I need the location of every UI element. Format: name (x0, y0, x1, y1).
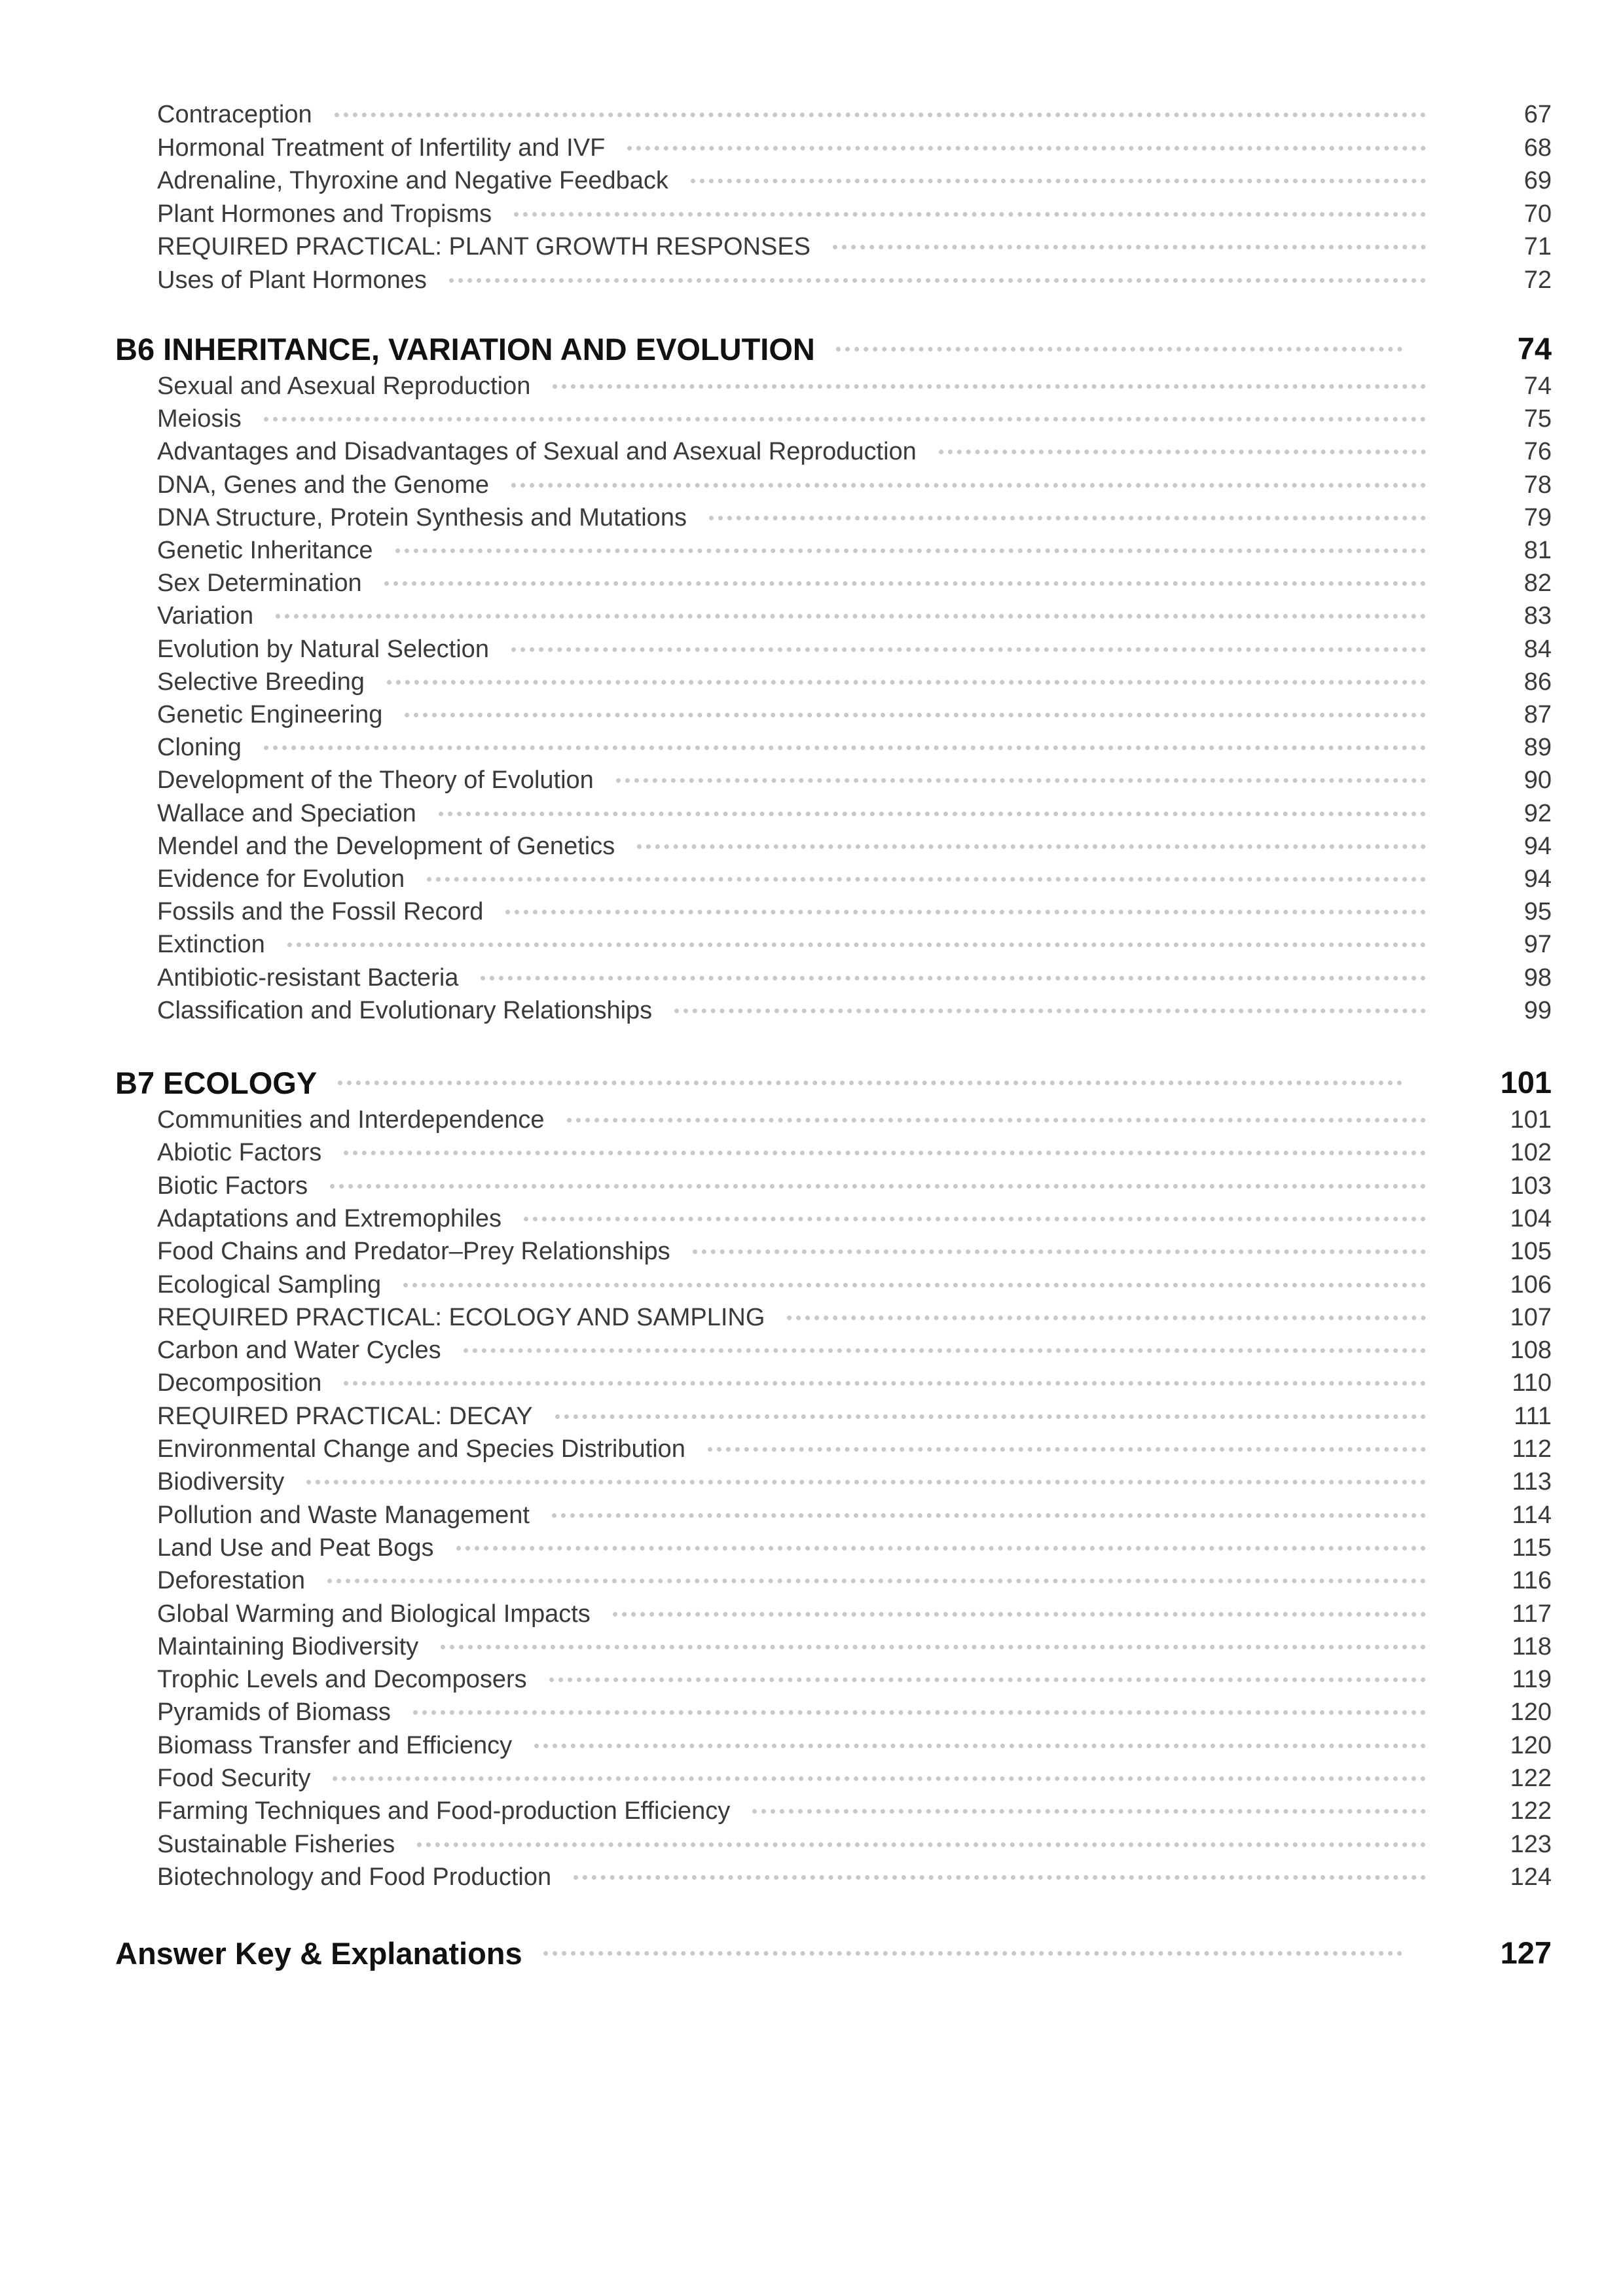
entry-title: Evolution by Natural Selection (157, 635, 489, 663)
entry-page-number: 111 (1514, 1403, 1552, 1430)
entry-page-number: 86 (1523, 668, 1552, 696)
entry-page-number: 94 (1523, 865, 1552, 893)
entry-title: Genetic Engineering (157, 700, 383, 728)
entry-page-number: 67 (1523, 101, 1552, 128)
dot-leader (264, 745, 1426, 750)
dot-leader (287, 942, 1426, 947)
toc-entry[interactable] (157, 1334, 1552, 1367)
entry-page-number: 119 (1512, 1666, 1552, 1693)
toc-entry[interactable] (157, 567, 1552, 600)
entry-title: Deforestation (157, 1566, 306, 1594)
dot-leader (616, 778, 1426, 783)
dot-leader (456, 1546, 1426, 1551)
entry-page-number: 112 (1512, 1435, 1552, 1463)
toc-entry[interactable] (157, 1268, 1552, 1301)
dot-leader (514, 212, 1426, 217)
dot-leader (344, 1381, 1426, 1386)
entry-title: Environmental Change and Species Distribution (157, 1435, 685, 1463)
entry-page-number: 116 (1512, 1567, 1552, 1594)
dot-leader (627, 146, 1426, 151)
toc-entry[interactable] (157, 132, 1552, 164)
entry-title: Development of the Theory of Evolution (157, 766, 594, 794)
dot-leader (327, 1579, 1426, 1583)
entry-page-number: 120 (1510, 1698, 1552, 1726)
toc-entry[interactable] (157, 1499, 1552, 1532)
dot-leader (395, 548, 1426, 553)
entry-title: Genetic Inheritance (157, 536, 373, 564)
dot-leader (555, 1414, 1426, 1419)
toc-entry[interactable] (157, 198, 1552, 230)
entry-title: Meiosis (157, 404, 242, 433)
dot-leader (549, 1677, 1426, 1682)
entry-title: Land Use and Peat Bogs (157, 1534, 434, 1562)
entry-page-number: 102 (1510, 1139, 1552, 1166)
entry-title: Sustainable Fisheries (157, 1830, 395, 1858)
entry-title: DNA, Genes and the Genome (157, 471, 489, 499)
entry-title: Abiotic Factors (157, 1138, 322, 1166)
toc-entry[interactable] (157, 1663, 1552, 1696)
dot-leader (693, 1249, 1426, 1254)
toc-entry[interactable] (157, 1696, 1552, 1729)
toc-entry[interactable] (157, 501, 1552, 534)
toc-entry[interactable] (157, 961, 1552, 994)
entry-title: Adaptations and Extremophiles (157, 1204, 501, 1232)
dot-leader (787, 1316, 1426, 1320)
entry-title: Cloning (157, 733, 242, 761)
entry-title: Variation (157, 601, 254, 630)
entry-page-number: 78 (1523, 471, 1552, 499)
entry-title: Classification and Evolutionary Relationships (157, 996, 653, 1024)
entry-page-number: 84 (1523, 636, 1552, 663)
toc-section-heading[interactable] (115, 1932, 1552, 1974)
entry-title: REQUIRED PRACTICAL: DECAY (157, 1402, 533, 1430)
dot-leader (752, 1809, 1426, 1814)
dot-leader (524, 1217, 1426, 1221)
entry-title: Sex Determination (157, 569, 362, 597)
entry-title: Plant Hormones and Tropisms (157, 200, 492, 228)
entry-title: Adrenaline, Thyroxine and Negative Feedback (157, 166, 668, 194)
entry-page-number: 76 (1523, 438, 1552, 465)
dot-leader (264, 417, 1426, 422)
entry-title: Decomposition (157, 1369, 322, 1397)
entry-title: Global Warming and Biological Impacts (157, 1600, 591, 1628)
entry-page-number: 124 (1510, 1863, 1552, 1891)
entry-title: Ecological Sampling (157, 1270, 382, 1299)
dot-leader (333, 1776, 1426, 1781)
toc-entry[interactable] (157, 1861, 1552, 1893)
entry-page-number: 110 (1512, 1369, 1552, 1397)
toc-entry[interactable] (157, 403, 1552, 435)
section-title: B6 INHERITANCE, VARIATION AND EVOLUTION (115, 331, 815, 367)
entry-page-number: 81 (1523, 537, 1552, 564)
toc-entry[interactable] (157, 1564, 1552, 1597)
toc-entry[interactable] (157, 264, 1552, 296)
entry-title: REQUIRED PRACTICAL: PLANT GROWTH RESPONSES (157, 232, 811, 260)
entry-page-number: 113 (1512, 1468, 1552, 1496)
toc-entry[interactable] (157, 895, 1552, 928)
entry-title: Pollution and Waste Management (157, 1501, 530, 1529)
dot-leader (306, 1480, 1426, 1484)
entry-title: Farming Techniques and Food-production Efficiency (157, 1797, 731, 1825)
toc-entry[interactable] (157, 1598, 1552, 1630)
dot-leader (543, 1951, 1402, 1956)
entry-title: Biotechnology and Food Production (157, 1863, 552, 1891)
toc-entry[interactable] (157, 731, 1552, 764)
toc-entry[interactable] (157, 1170, 1552, 1202)
dot-leader (833, 245, 1426, 249)
dot-leader (335, 113, 1426, 117)
dot-leader (344, 1151, 1426, 1155)
entry-title: Selective Breeding (157, 668, 365, 696)
entry-title: DNA Structure, Protein Synthesis and Mutations (157, 503, 687, 531)
entry-page-number: 122 (1510, 1797, 1552, 1825)
entry-title: Uses of Plant Hormones (157, 266, 427, 294)
dot-leader (387, 680, 1426, 685)
toc-entry[interactable] (157, 1235, 1552, 1268)
entry-page-number: 83 (1523, 602, 1552, 630)
dot-leader (427, 877, 1426, 882)
entry-title: Biomass Transfer and Efficiency (157, 1731, 513, 1759)
toc-entry[interactable] (157, 1433, 1552, 1465)
entry-title: Mendel and the Development of Genetics (157, 832, 615, 860)
section-title: Answer Key & Explanations (115, 1935, 522, 1971)
toc-entry[interactable] (157, 469, 1552, 501)
entry-title: Wallace and Speciation (157, 799, 416, 827)
dot-leader (709, 516, 1426, 520)
entry-page-number: 82 (1523, 569, 1552, 597)
entry-title: Pyramids of Biomass (157, 1698, 391, 1726)
entry-page-number: 99 (1523, 997, 1552, 1024)
dot-leader (441, 1645, 1426, 1649)
dot-leader (567, 1118, 1427, 1122)
toc-entry[interactable] (157, 534, 1552, 567)
dot-leader (939, 450, 1426, 454)
dot-leader (552, 1513, 1426, 1518)
toc-entry[interactable] (157, 1367, 1552, 1399)
dot-leader (276, 614, 1426, 619)
entry-page-number: 72 (1523, 266, 1552, 294)
entry-page-number: 122 (1510, 1765, 1552, 1792)
dot-leader (417, 1842, 1426, 1847)
dot-leader (439, 812, 1426, 816)
section-page-number: 101 (1500, 1065, 1552, 1100)
dot-leader (330, 1184, 1426, 1189)
dot-leader (464, 1348, 1426, 1353)
toc-entry[interactable] (157, 230, 1552, 263)
toc-entry[interactable] (157, 830, 1552, 863)
entry-page-number: 115 (1512, 1534, 1552, 1562)
dot-leader (511, 483, 1426, 488)
entry-title: Trophic Levels and Decomposers (157, 1665, 527, 1693)
dot-leader (505, 910, 1426, 914)
toc-section-heading[interactable] (115, 328, 1552, 370)
entry-title: Carbon and Water Cycles (157, 1336, 441, 1364)
entry-page-number: 117 (1512, 1600, 1552, 1628)
section-page-number: 127 (1500, 1935, 1552, 1970)
entry-page-number: 95 (1523, 898, 1552, 925)
entry-page-number: 70 (1523, 200, 1552, 228)
toc-entry[interactable] (157, 698, 1552, 731)
entry-page-number: 87 (1523, 701, 1552, 728)
entry-title: Extinction (157, 930, 265, 958)
entry-title: Fossils and the Fossil Record (157, 897, 484, 925)
entry-page-number: 98 (1523, 964, 1552, 992)
toc-entry[interactable] (157, 1762, 1552, 1795)
dot-leader (403, 1283, 1426, 1287)
entry-page-number: 108 (1510, 1336, 1552, 1364)
toc-entry[interactable] (157, 863, 1552, 895)
dot-leader (553, 384, 1426, 389)
toc-entry[interactable] (157, 1202, 1552, 1235)
toc-entry[interactable] (157, 994, 1552, 1027)
dot-leader (405, 713, 1426, 717)
entry-title: Evidence for Evolution (157, 865, 405, 893)
entry-title: Antibiotic-resistant Bacteria (157, 963, 459, 992)
toc-entry[interactable] (157, 764, 1552, 797)
toc-entry[interactable] (157, 1301, 1552, 1334)
entry-page-number: 90 (1523, 766, 1552, 794)
toc-entry[interactable] (157, 1795, 1552, 1827)
entry-page-number: 103 (1510, 1172, 1552, 1200)
entry-page-number: 123 (1510, 1831, 1552, 1858)
entry-page-number: 89 (1523, 734, 1552, 761)
dot-leader (708, 1447, 1426, 1452)
toc-entry[interactable] (157, 633, 1552, 666)
entry-title: Food Chains and Predator–Prey Relationships (157, 1237, 670, 1265)
entry-page-number: 94 (1523, 833, 1552, 860)
dot-leader (637, 844, 1426, 849)
entry-page-number: 104 (1510, 1205, 1552, 1232)
entry-title: Biodiversity (157, 1467, 285, 1496)
entry-page-number: 75 (1523, 405, 1552, 433)
toc-entry[interactable] (157, 164, 1552, 197)
toc-entry[interactable] (157, 928, 1552, 961)
toc-entry[interactable] (157, 1532, 1552, 1564)
entry-page-number: 101 (1510, 1106, 1552, 1134)
toc-section-heading[interactable] (115, 1062, 1552, 1103)
dot-leader (449, 278, 1426, 283)
section-page-number: 74 (1517, 331, 1552, 366)
entry-page-number: 92 (1523, 800, 1552, 827)
entry-title: Communities and Interdependence (157, 1105, 545, 1134)
entry-page-number: 79 (1523, 504, 1552, 531)
dot-leader (836, 347, 1402, 351)
toc-entry[interactable] (157, 435, 1552, 468)
dot-leader (613, 1612, 1426, 1617)
entry-page-number: 105 (1510, 1238, 1552, 1265)
entry-page-number: 74 (1523, 372, 1552, 400)
entry-page-number: 107 (1510, 1304, 1552, 1331)
toc-entry[interactable] (157, 1103, 1552, 1136)
entry-title: Hormonal Treatment of Infertility and IVF (157, 134, 606, 162)
entry-title: Advantages and Disadvantages of Sexual and Asexual Reproduction (157, 437, 917, 465)
dot-leader (674, 1009, 1426, 1013)
dot-leader (338, 1081, 1402, 1085)
dot-leader (413, 1710, 1426, 1715)
toc-entry[interactable] (157, 1828, 1552, 1861)
toc-entry[interactable] (157, 1465, 1552, 1498)
entry-page-number: 120 (1510, 1732, 1552, 1759)
toc-entry[interactable] (157, 1630, 1552, 1663)
toc-entry[interactable] (157, 370, 1552, 403)
toc-entry[interactable] (157, 1729, 1552, 1762)
dot-leader (574, 1875, 1426, 1880)
dot-leader (481, 976, 1426, 980)
entry-title: Contraception (157, 100, 312, 128)
entry-title: Food Security (157, 1764, 311, 1792)
entry-page-number: 118 (1512, 1633, 1552, 1660)
dot-leader (691, 179, 1426, 183)
entry-page-number: 97 (1523, 931, 1552, 958)
entry-page-number: 106 (1510, 1271, 1552, 1299)
dot-leader (384, 581, 1426, 586)
toc-entry[interactable] (157, 1400, 1552, 1433)
entry-page-number: 71 (1523, 233, 1552, 260)
entry-title: Maintaining Biodiversity (157, 1632, 419, 1660)
entry-title: REQUIRED PRACTICAL: ECOLOGY AND SAMPLING (157, 1303, 765, 1331)
entry-page-number: 69 (1523, 167, 1552, 194)
entry-title: Sexual and Asexual Reproduction (157, 372, 531, 400)
entry-title: Biotic Factors (157, 1172, 308, 1200)
dot-leader (511, 647, 1426, 652)
toc-entry[interactable] (157, 797, 1552, 830)
entry-page-number: 114 (1512, 1501, 1552, 1529)
section-title: B7 ECOLOGY (115, 1065, 318, 1100)
dot-leader (534, 1744, 1426, 1748)
toc-entry[interactable] (157, 98, 1552, 131)
entry-page-number: 68 (1523, 134, 1552, 162)
toc-entry[interactable] (157, 1136, 1552, 1169)
toc-entry[interactable] (157, 666, 1552, 698)
toc-entry[interactable] (157, 600, 1552, 632)
